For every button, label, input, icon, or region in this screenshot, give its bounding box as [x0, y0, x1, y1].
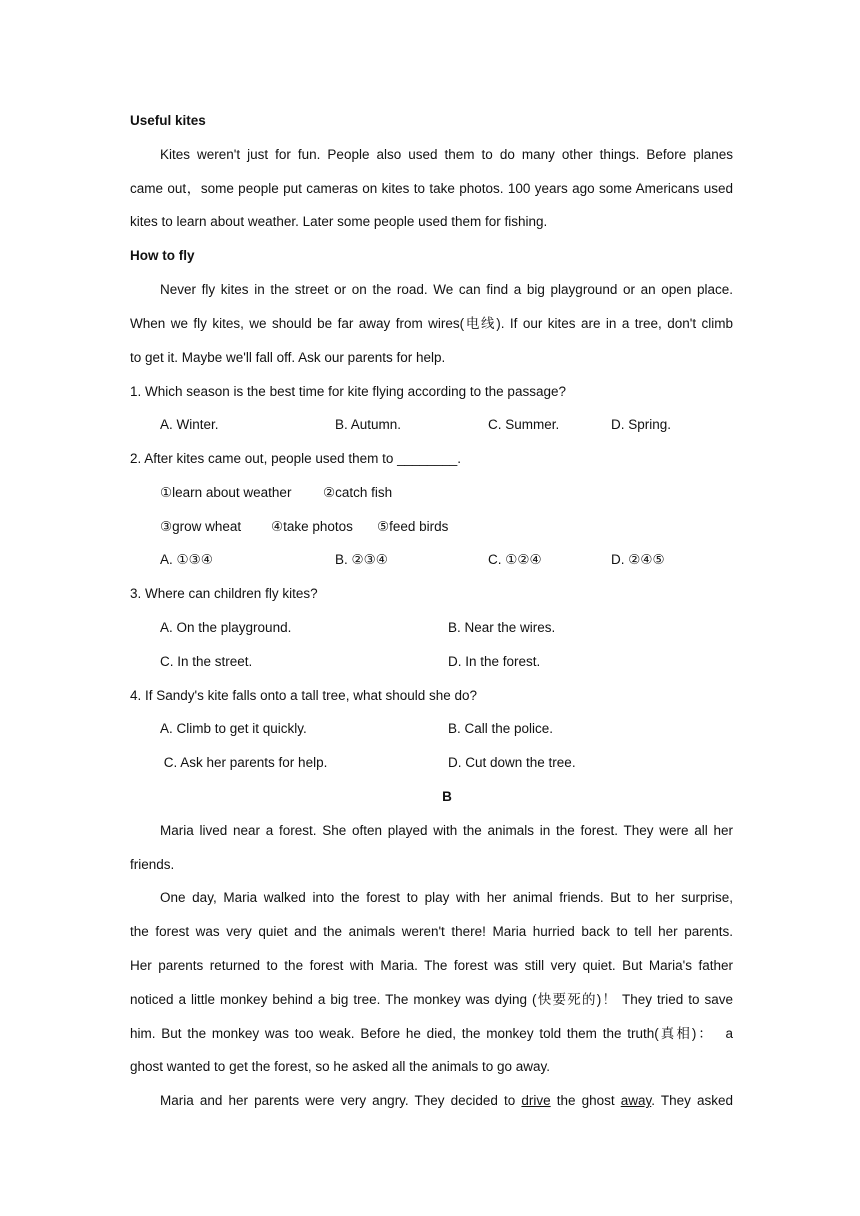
paragraph-line [160, 1091, 733, 1111]
question-2-item: ③grow wheat [160, 519, 242, 534]
chinese-gloss: 快要死的 [536, 992, 597, 1008]
question-2-option-b: B. ②③④ [335, 552, 388, 567]
paragraph-line: kites to learn about weather. Later some people used them for fishing. [130, 214, 548, 229]
question-2-item: ④take photos [271, 519, 353, 534]
paragraph-line: to get it. Maybe we'll fall off. Ask our parents for help. [130, 350, 446, 365]
section-title-b: B [442, 789, 452, 804]
paragraph-line: Never fly kites in the street or on the road. We can find a big playground or an open place. [160, 282, 733, 297]
question-1-option-a: A. Winter. [160, 417, 219, 432]
question-2-option-d: D. ②④⑤ [611, 552, 665, 567]
question-3-option-a: A. On the playground. [160, 620, 292, 635]
chinese-gloss: 电线 [464, 316, 497, 332]
text-run: noticed a little monkey behind a big tree. The monkey was dying ( [130, 992, 537, 1007]
paragraph-line: the forest was very quiet and the animals weren't there! Maria hurried back to tell her parents. [130, 924, 733, 939]
text-run: When we fly kites, we should be far away from wires( [130, 316, 465, 331]
question-3-option-b: B. Near the wires. [448, 620, 556, 635]
paragraph-line: ghost wanted to get the forest, so he asked all the animals to go away. [130, 1059, 551, 1074]
question-2-item: ①learn about weather [160, 485, 292, 500]
paragraph-line: came out，some people put cameras on kites to take photos. 100 years ago some Americans used [130, 181, 733, 196]
question-1-option-c: C. Summer. [488, 417, 560, 432]
question-4-stem: 4. If Sandy's kite falls onto a tall tree, what should she do? [130, 688, 478, 703]
question-1-option-d: D. Spring. [611, 417, 672, 432]
paragraph-line: Maria lived near a forest. She often played with the animals in the forest. They were all her [160, 823, 733, 838]
text-run: ). If our kites are in a tree, don't climb [496, 316, 734, 331]
paragraph-line: friends. [130, 857, 175, 872]
question-1-stem: 1. Which season is the best time for kite flying according to the passage? [130, 384, 566, 399]
paragraph-line: One day, Maria walked into the forest to play with her animal friends. But to her surprise, [160, 890, 733, 905]
paragraph-line [130, 990, 733, 1010]
question-3-option-d: D. In the forest. [448, 654, 541, 669]
text-run: the ghost [550, 1093, 621, 1108]
question-3-stem: 3. Where can children fly kites? [130, 586, 318, 601]
question-4-option-c: C. Ask her parents for help. [160, 755, 328, 770]
paragraph-line: Her parents returned to the forest with Maria. The forest was still very quiet. But Maria's father [130, 958, 733, 973]
question-4-option-a: A. Climb to get it quickly. [160, 721, 307, 736]
text-run: )！ They tried to save [596, 992, 733, 1007]
section-heading-how-to-fly: How to fly [130, 248, 195, 263]
question-2-stem: 2. After kites came out, people used them to ________. [130, 451, 461, 466]
paragraph-line [130, 314, 733, 334]
question-2-option-a: A. ①③④ [160, 552, 213, 567]
text-run: )： a [691, 1026, 734, 1041]
question-2-item: ⑤feed birds [377, 519, 449, 534]
question-3-option-c: C. In the street. [160, 654, 253, 669]
question-4-option-d: D. Cut down the tree. [448, 755, 576, 770]
question-2-item: ②catch fish [323, 485, 393, 500]
text-run: Maria and her parents were very angry. They decided to [160, 1093, 522, 1108]
section-heading-useful-kites: Useful kites [130, 113, 206, 128]
paragraph-line: Kites weren't just for fun. People also used them to do many other things. Before planes [160, 147, 733, 162]
paragraph-line [130, 1024, 733, 1044]
text-run: . They asked [651, 1093, 734, 1108]
text-run: him. But the monkey was too weak. Before he died, the monkey told them the truth( [130, 1026, 659, 1041]
question-4-option-b: B. Call the police. [448, 721, 554, 736]
chinese-gloss: 真相 [658, 1026, 692, 1042]
question-1-option-b: B. Autumn. [335, 417, 402, 432]
underlined-word: drive [521, 1093, 551, 1108]
underlined-word: away [620, 1093, 652, 1108]
question-2-option-c: C. ①②④ [488, 552, 542, 567]
